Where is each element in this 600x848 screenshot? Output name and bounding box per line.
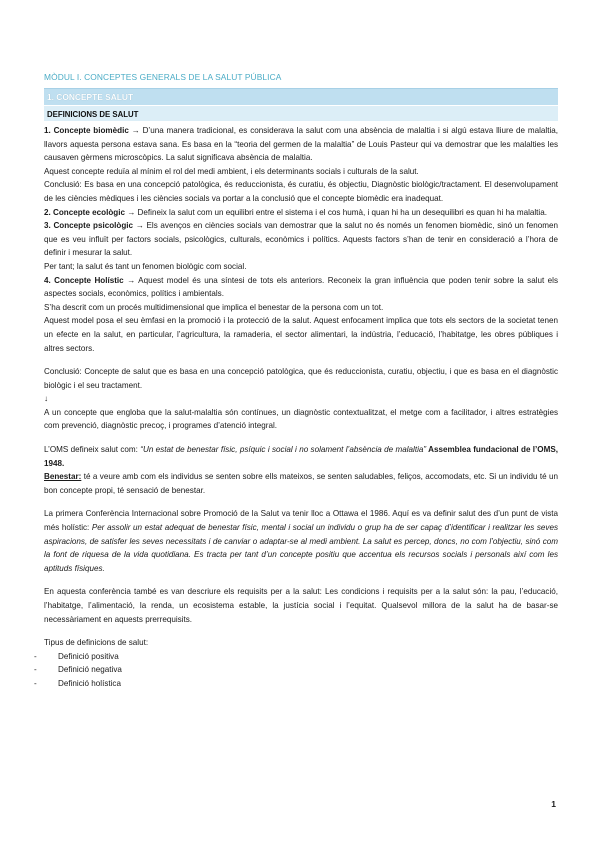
ottawa-italic: Per assolir un estat adequat de benestar físic, mental i social un individu o grup ha de ser capaç d’identificar i realitzar les seves aspiracions, de satisfer les seves necessitats i de canviar o adaptar-se al medi ambient. La salut es percep, doncs, no com l’objectiu, sinó com la font de riquesa de la vida quotidiana. Es tracta per tant d’un concepte positiu que accentua els recursos socials i personals així com les aptituds físiques. [44,523,558,573]
list-item: - Definició positiva [44,650,558,664]
body-text [44,124,558,691]
benestar-definition [44,470,558,497]
oms-quote: “Un estat de benestar físic, psíquic i social i no solament l’absència de malaltia” [140,445,427,455]
def-holistic-text: Aquest model és una síntesi de tots els anteriors. Reconeix la gran influència que poden tenir sobre la salut els aspectes socials, econòmics, polítics i ambientals. [44,275,559,299]
oms-lead: L’OMS defineix salut com: [44,445,141,455]
requisits-paragraph: En aquesta conferència també es van descriure els requisits per a la salut: Les condicions i requisits per a la salut són: la pau, l’educació, l’habitatge, l’alimentació, la renda, un ecosistema estable, la justícia social i l’equitat. Qualsevol millora de la salut ha de basar-se necessàriament en aquests prerrequisits. [44,587,558,624]
list-item: - Definició holística [44,677,558,691]
def-psicologic [44,219,558,260]
conclusion-paragraph: Conclusió: Concepte de salut que es basa en una concepció patològica, que és reduccionista, curatiu, objectiu, i que es basa en el diagnòstic biològic i el seu tractament. [44,367,558,390]
subsection-header [44,106,558,121]
def-psicologic-label: 3. Concepte psicològic → [44,221,144,231]
def-ecologic [44,206,558,220]
def-biomedic-conclusion: Conclusió: Es basa en una concepció patològica, és reduccionista, és curatiu, és objectiu, Diagnòstic biològic/tractament. El desenvolupament de les ciències mèdiques i les ciències socials va portar a la conclusió que el concepte biomèdic era inadequat. [44,180,558,203]
def-ecologic-label: 2. Concepte ecològic → [44,207,136,217]
page-number: 1 [551,799,556,809]
def-psicologic-text: Els avenços en ciències socials van demostrar que la salut no és només un fenomen biomèdic, sinó un fenomen que es veu influït per factors socials, psicològics, culturals, econòmics i polítics. Aquests factors s’han de tenir en consideració a l’hora de definir i mesurar la salut. [44,221,558,258]
def-ecologic-text: Defineix la salut com un equilibri entre el sistema i el cos humà, i quan hi ha un desequilibri es quan hi ha malaltia. [135,207,547,217]
types-list [44,650,558,691]
benestar-text: té a veure amb com els individus se senten sobre ells mateixos, se senten saludables, feliços, accomodats, etc. Si un individu té un bon concepte propi, té sensació de benestar. [44,472,558,495]
section-header [44,88,558,105]
arrow-down-icon: ↓ [44,394,49,404]
arrow-text: A un concepte que engloba que la salut-malaltia són contínues, un diagnòstic contextualitzat, el metge com a facilitador, i altres estratègies com prevenció, diagnòstic precoç, i programes d’atenció integral. [44,407,558,431]
def-holistic-label: 4. Concepte Holístic → [44,275,136,285]
def-psicologic-extra: Per tant; la salut és tant un fenomen biològic com social. [44,261,247,271]
oms-source: Assemblea fundacional de l’OMS, 1948. [44,445,558,468]
def-biomedic-label: 1. Concepte biomèdic → [44,126,140,135]
types-title: Tipus de definicions de salut: [44,638,149,648]
def-biomedic-text: D’una manera tradicional, es considerava la salut com una absència de malaltia i si algú estava lliure de malaltia, llavors aquesta persona estava sana. Es basa en la “teoria del germen de la malaltia” de Louis Pasteur qui va demostrar que les malalties les causaven gèrmens microscòpics. La salut significava absència de malaltia. [44,126,558,163]
def-biomedic-extra: Aquest concepte reduïa al mínim el rol del medi ambient, i els determinants socials i culturals de la salut. [44,166,419,176]
ottawa-lead: La primera Conferència Internacional sobre Promoció de la Salut va tenir lloc a Ottawa el 1986. Aquí es va definir salut des d’un punt de vista més holístic: [44,509,558,533]
def-holistic-extra2: Aquest model posa el seu èmfasi en la promoció i la protecció de la salut. Aquest enfocament implica que tots els sectors de la societat tenen un efecte en la salut, en particular, l’agricultura, la ramaderia, el sector alimentari, la indústria, l’educació, l’habitatge, les obres públiques i altres sectors. [44,316,558,353]
section-title: 1. CONCEPTE SALUT [47,92,134,102]
list-item: - Definició negativa [44,663,558,677]
subsection-title: DEFINICIONS DE SALUT [47,110,139,119]
def-holistic-extra1: S’ha descrit com un procés multidimensional que implica el benestar de la persona com un tot. [44,302,384,312]
oms-definition [44,443,558,470]
benestar-label: Benestar: [44,472,82,482]
ottawa-paragraph [44,507,558,575]
def-holistic [44,274,558,301]
def-biomedic [44,124,558,165]
module-title: MÒDUL I. CONCEPTES GENERALS DE LA SALUT PÚBLICA [44,72,282,82]
